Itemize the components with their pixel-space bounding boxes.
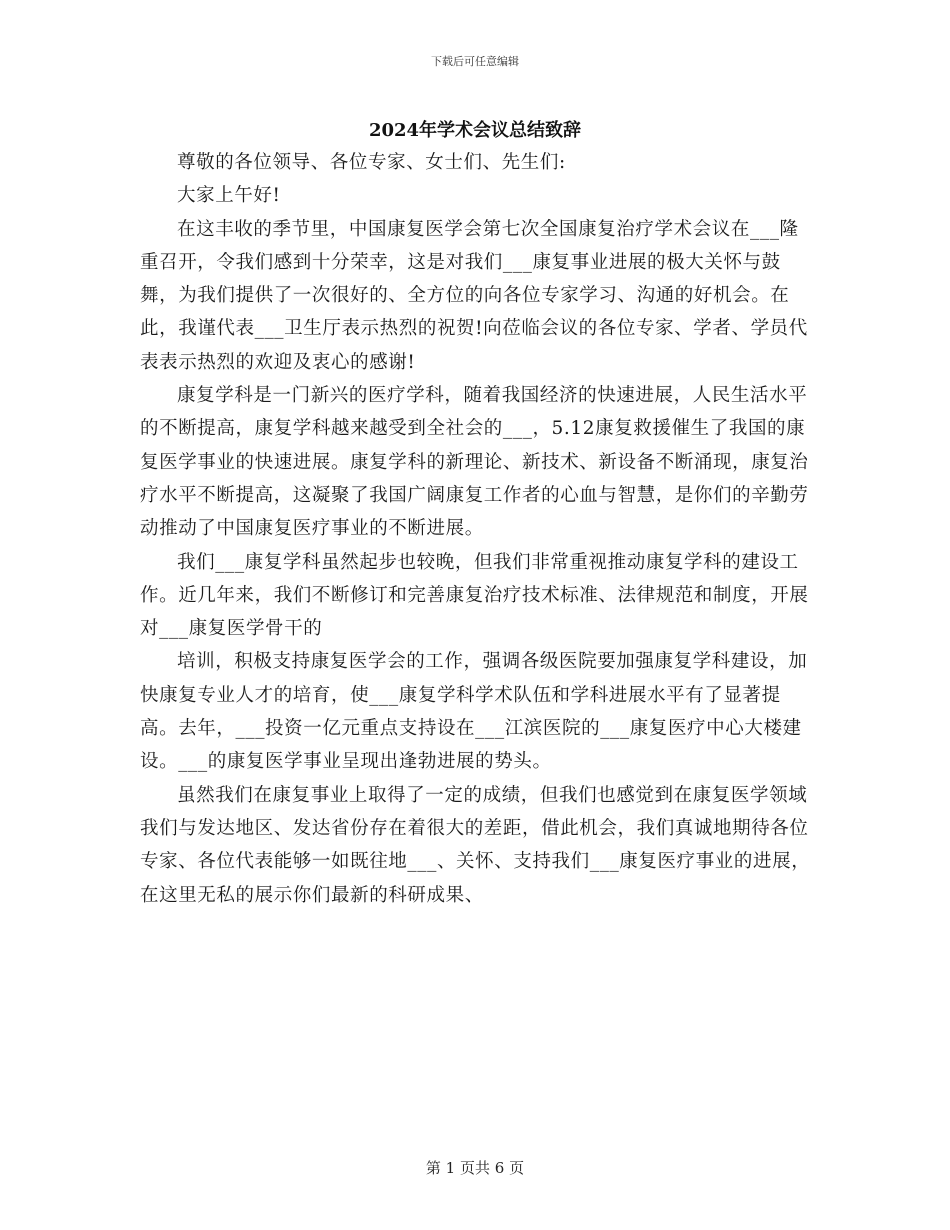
body-paragraph: 虽然我们在康复事业上取得了一定的成绩，但我们也感觉到在康复医学领域我们与发达地区、发达省份存在着很大的差距，借此机会，我们真诚地期待各位专家、各位代表能够一如既往地___、关怀、支持我们___康复医疗事业的进展，在这里无私的展示你们最新的科研成果、 <box>140 784 811 906</box>
document-body <box>140 146 812 912</box>
page-number: 第 1 页共 6 页 <box>425 1159 525 1177</box>
page-header-note: 下载后可任意编辑 <box>431 55 519 68</box>
document-title: 2024年学术会议总结致辞 <box>368 120 582 141</box>
body-paragraph: 在这丰收的季节里，中国康复医学会第七次全国康复治疗学术会议在___隆重召开，令我们感到十分荣幸，这是对我们___康复事业进展的极大关怀与鼓舞，为我们提供了一次很好的、全方位的向各位专家学习、沟通的好机会。在此，我谨代表___卫生厅表示热烈的祝贺!向莅临会议的各位专家、学者、学员代表表示热烈的欢迎及衷心的感谢! <box>140 218 808 373</box>
body-paragraph: 培训，积极支持康复医学会的工作，强调各级医院要加强康复学科建设，加快康复专业人才的培育，使___康复学科学术队伍和学科进展水平有了显著提高。去年，___投资一亿元重点支持设在___江滨医院的___康复医疗中心大楼建设。___的康复医学事业呈现出逢勃进展的势头。 <box>140 651 808 773</box>
body-paragraph: 我们___康复学科虽然起步也较晚，但我们非常重视推动康复学科的建设工作。近几年来，我们不断修订和完善康复治疗技术标准、法律规范和制度，开展对___康复医学骨干的 <box>140 551 809 640</box>
greeting-paragraph: 大家上午好! <box>177 185 281 207</box>
salutation-paragraph: 尊敬的各位领导、各位专家、女士们、先生们: <box>177 152 566 173</box>
body-paragraph: 康复学科是一门新兴的医疗学科，随着我国经济的快速进展，人民生活水平的不断提高，康复学科越来越受到全社会的___，5.12康复救援催生了我国的康复医学事业的快速进展。康复学科的新理论、新技术、新设备不断涌现，康复治疗水平不断提高，这凝聚了我国广阔康复工作者的心血与智慧，是你们的辛勤劳动推动了中国康复医疗事业的不断进展。 <box>140 385 809 540</box>
